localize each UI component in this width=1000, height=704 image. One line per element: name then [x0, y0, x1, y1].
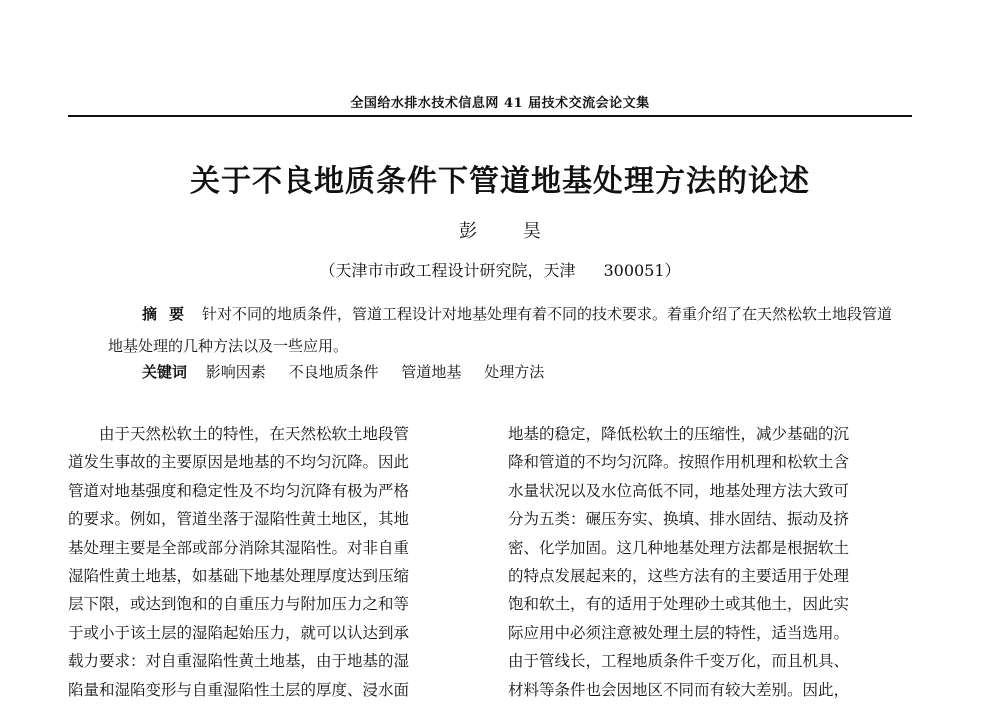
keyword-item: 影响因素 [205, 363, 266, 381]
body-line: 的要求。例如，管道坐落于湿陷性黄土地区，其地 [68, 510, 410, 529]
author-name: 彭 昊 [459, 221, 561, 242]
abstract [108, 298, 898, 362]
body-line: 材料等条件也会因地区不同而有较大差别。因此， [508, 680, 850, 699]
keywords-label: 关键词 [142, 363, 188, 381]
body-line: 由于天然松软土的特性，在天然松软土地段管 [68, 425, 410, 443]
body-line: 基处理主要是全部或部分消除其湿陷性。对非自重 [68, 538, 410, 557]
body-line: 于或小于该土层的湿陷起始压力，就可以认达到承 [68, 623, 410, 642]
body-line: 际应用中必须注意被处理土层的特性，适当选用。 [508, 623, 850, 642]
body-line: 湿陷性黄土地基，如基础下地基处理厚度达到压缩 [68, 566, 410, 585]
keyword-item: 不良地质条件 [288, 363, 379, 381]
header-rule [68, 115, 912, 117]
body-line: 水量状况以及水位高低不同，地基处理方法大致可 [508, 481, 850, 500]
affiliation-postcode: 300051） [603, 261, 681, 280]
body-column-left [68, 420, 474, 704]
running-header: 全国给水排水技术信息网 41 届技术交流会论文集 [350, 96, 650, 111]
body-line: 密、化学加固。这几种地基处理方法都是根据软土 [508, 538, 850, 557]
keyword-item: 处理方法 [484, 363, 545, 381]
author-affiliation [60, 258, 940, 281]
body-line: 由于管线长，工程地质条件千变万化，而且机具、 [508, 652, 850, 671]
body-line: 陷量和湿陷变形与自重湿陷性土层的厚度、浸水面 [68, 680, 410, 699]
keyword-item: 管道地基 [401, 363, 462, 381]
body-line: 道发生事故的主要原因是地基的不均匀沉降。因此 [68, 453, 410, 472]
paper-title: 关于不良地质条件下管道地基处理方法的论述 [190, 164, 810, 199]
body-line: 地基的稳定，降低松软土的压缩性，减少基础的沉 [508, 425, 850, 443]
abstract-text: 针对不同的地质条件，管道工程设计对地基处理有着不同的技术要求。着重介绍了在天然松软土地段管道地基处理的几种方法以及一些应用。 [108, 305, 893, 355]
body-column-right [508, 420, 914, 704]
body-line: 分为五类：碾压夯实、换填、排水固结、振动及挤 [508, 510, 850, 529]
body-line: 降和管道的不均匀沉降。按照作用机理和松软土含 [508, 453, 850, 472]
keywords [142, 360, 902, 384]
affiliation-text: （天津市市政工程设计研究院，天津 [319, 261, 576, 280]
body-line: 层下限，或达到饱和的自重压力与附加压力之和等 [68, 595, 410, 614]
body-line: 饱和软土，有的适用于处理砂土或其他土，因此实 [508, 595, 850, 614]
body-line: 管道对地基强度和稳定性及不均匀沉降有极为严格 [68, 481, 410, 500]
body-line: 载力要求：对自重湿陷性黄土地基，由于地基的湿 [68, 652, 410, 671]
abstract-label: 摘要 [142, 305, 197, 323]
body-line: 的特点发展起来的，这些方法有的主要适用于处理 [508, 566, 850, 585]
